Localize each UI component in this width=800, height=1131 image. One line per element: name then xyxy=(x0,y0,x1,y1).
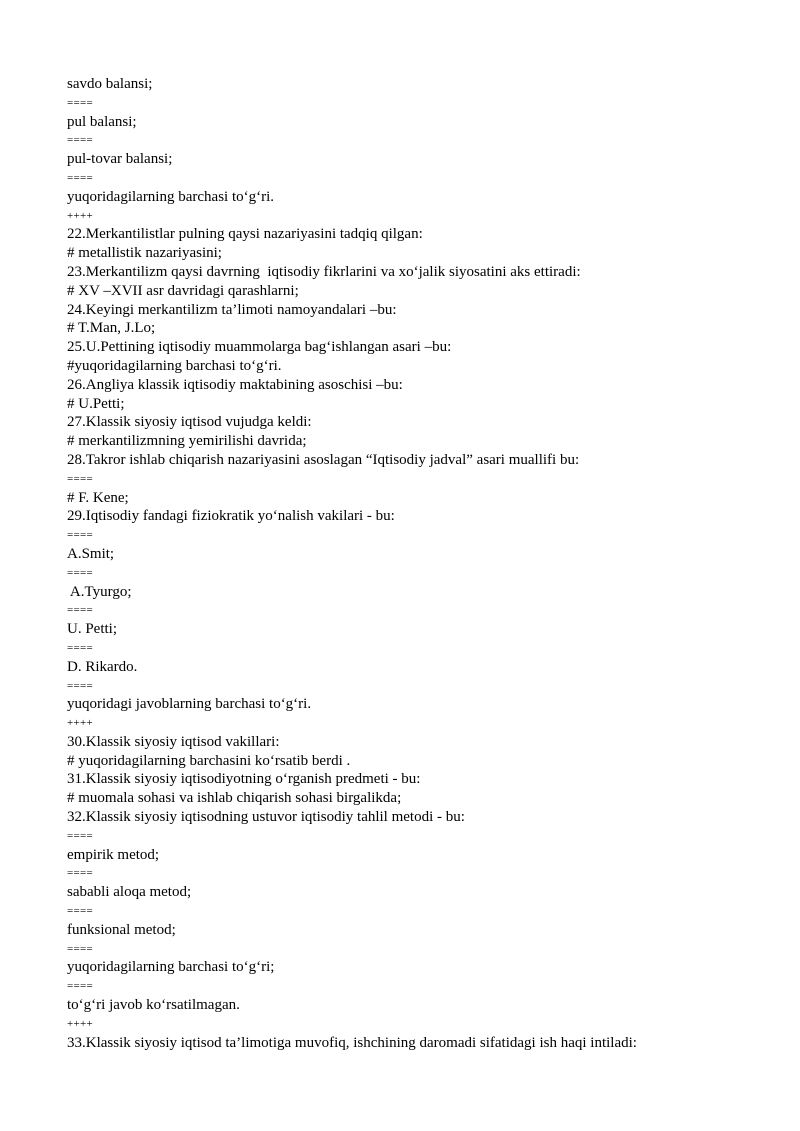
text-line: savdo balansi; xyxy=(67,76,153,92)
text-line: sababli aloqa metod; xyxy=(67,884,192,901)
separator-line: ++++ xyxy=(67,717,94,730)
text-line: A.Smit; xyxy=(67,545,115,562)
text-line: 29.Iqtisodiy fandagi fiziokratik yo‘nalish vakilari - bu: xyxy=(67,508,395,525)
separator-line: ==== xyxy=(67,829,94,842)
separator-line: ++++ xyxy=(67,209,94,222)
text-line: 25.U.Pettining iqtisodiy muammolarga bag‘ishlangan asari –bu: xyxy=(67,339,452,356)
text-line: funksional metod; xyxy=(67,921,176,938)
text-line: A.Tyurgo; xyxy=(67,583,132,600)
text-line: D. Rikardo. xyxy=(67,658,138,675)
separator-line: ==== xyxy=(67,980,94,993)
separator-line: ==== xyxy=(67,867,94,880)
text-line: 24.Keyingi merkantilizm ta’limoti namoyandalari –bu: xyxy=(67,301,397,318)
separator-line: ==== xyxy=(67,134,94,147)
text-line: yuqoridagilarning barchasi to‘g‘ri. xyxy=(67,188,275,205)
separator-line: ==== xyxy=(67,529,94,542)
text-line: 22.Merkantilistlar pulning qaysi nazariyasini tadqiq qilgan: xyxy=(67,226,423,243)
text-line: # F. Kene; xyxy=(67,489,129,506)
text-line: #yuqoridagilarning barchasi to‘g‘ri. xyxy=(67,357,282,374)
separator-line: ==== xyxy=(67,96,94,109)
text-line: 27.Klassik siyosiy iqtisod vujudga keldi: xyxy=(67,414,312,431)
text-line: # XV –XVII asr davridagi qarashlarni; xyxy=(67,282,299,299)
text-line: # U.Petti; xyxy=(67,395,125,412)
text-line: 23.Merkantilizm qaysi davrning iqtisodiy fikrlarini va xo‘jalik siyosatini aks ettiradi: xyxy=(67,263,581,280)
separator-line: ==== xyxy=(67,604,94,617)
text-line: 30.Klassik siyosiy iqtisod vakillari: xyxy=(67,733,280,750)
text-line: 33.Klassik siyosiy iqtisod ta’limotiga muvofiq, ishchining daromadi sifatidagi ish haqi intiladi: xyxy=(67,1034,637,1051)
text-line: U. Petti; xyxy=(67,621,118,638)
text-line: 31.Klassik siyosiy iqtisodiyotning o‘rganish predmeti - bu: xyxy=(67,771,421,788)
separator-line: ==== xyxy=(67,905,94,918)
separator-line: ==== xyxy=(67,566,94,579)
text-line: # yuqoridagilarning barchasini ko‘rsatib berdi . xyxy=(67,752,351,769)
text-line: # merkantilizmning yemirilishi davrida; xyxy=(67,433,307,450)
text-line: pul-tovar balansi; xyxy=(67,151,173,168)
document-page xyxy=(67,75,767,1052)
text-line: empirik metod; xyxy=(67,846,160,863)
separator-line: ++++ xyxy=(67,1017,94,1030)
text-line: yuqoridagilarning barchasi to‘g‘ri; xyxy=(67,959,275,976)
text-line: yuqoridagi javoblarning barchasi to‘g‘ri. xyxy=(67,696,312,713)
text-line: 28.Takror ishlab chiqarish nazariyasini asoslagan “Iqtisodiy jadval” asari muallifi bu: xyxy=(67,451,580,468)
text-line: 26.Angliya klassik iqtisodiy maktabining asoschisi –bu: xyxy=(67,376,403,393)
separator-line: ==== xyxy=(67,641,94,654)
separator-line: ==== xyxy=(67,679,94,692)
text-line: # muomala sohasi va ishlab chiqarish sohasi birgalikda; xyxy=(67,790,402,807)
text-line: # T.Man, J.Lo; xyxy=(67,320,156,337)
text-line: 32.Klassik siyosiy iqtisodning ustuvor iqtisodiy tahlil metodi - bu: xyxy=(67,809,465,826)
text-line: # metallistik nazariyasini; xyxy=(67,245,222,262)
separator-line: ==== xyxy=(67,171,94,184)
separator-line: ==== xyxy=(67,472,94,485)
text-line: pul balansi; xyxy=(67,113,137,130)
separator-line: ==== xyxy=(67,942,94,955)
text-line: to‘g‘ri javob ko‘rsatilmagan. xyxy=(67,997,240,1014)
